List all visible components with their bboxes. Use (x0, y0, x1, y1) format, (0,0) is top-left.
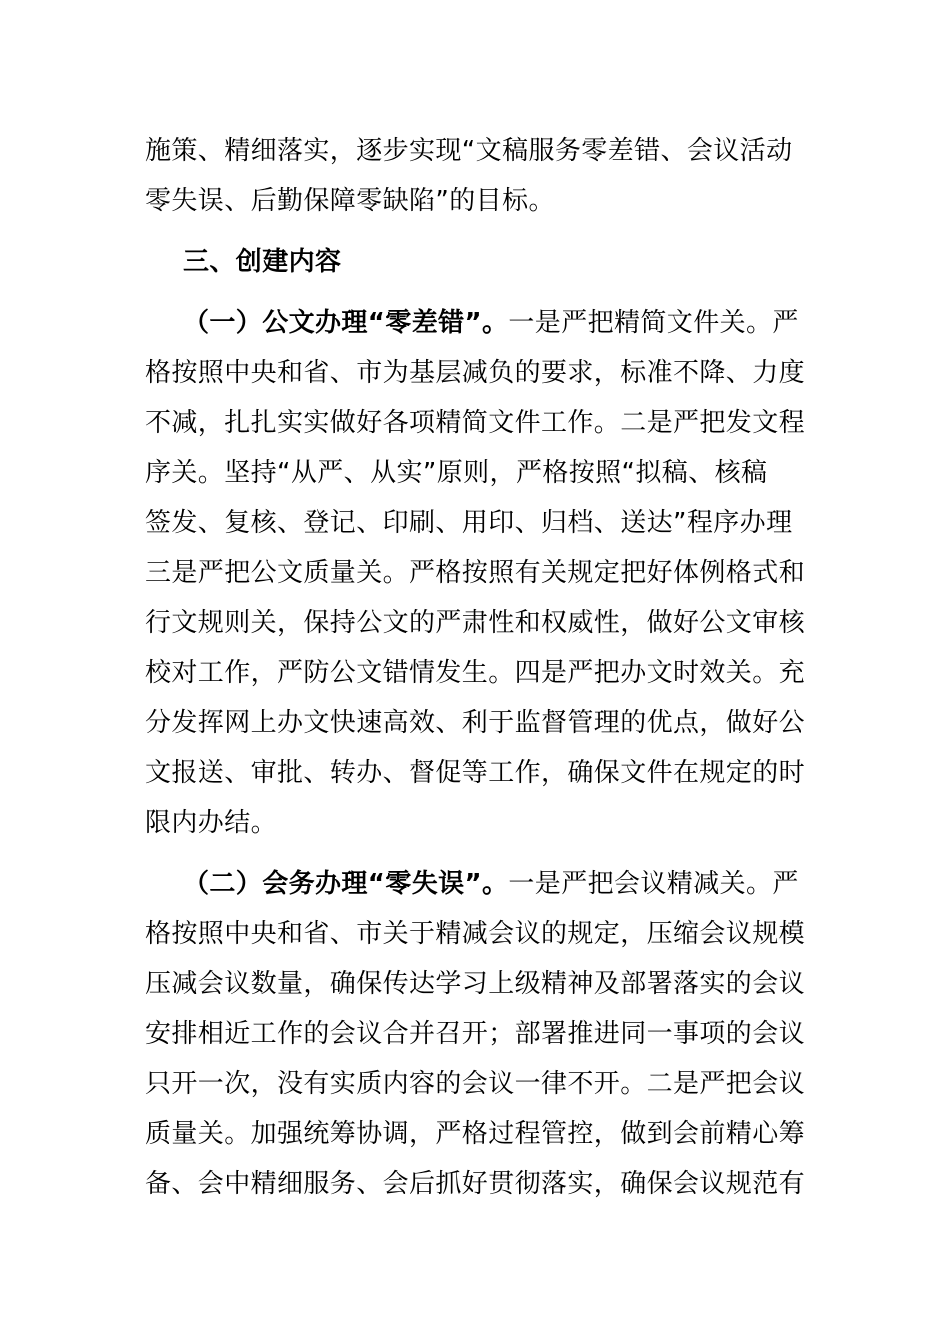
body-line: 三是严把公文质量关。严格按照有关规定把好体例格式和 (145, 558, 806, 588)
body-line: 施策、精细落实，逐步实现“文稿服务零差错、会议活动 (145, 136, 793, 166)
body-text: 一是严把会议精减关。严 (508, 869, 799, 899)
body-line: 序关。坚持“从严、从实”原则，严格按照“拟稿、核稿 (145, 458, 768, 488)
body-line: 安排相近工作的会议合并召开；部署推进同一事项的会议 (145, 1019, 806, 1049)
body-line: 质量关。加强统筹协调，严格过程管控，做到会前精心筹 (145, 1119, 806, 1149)
body-line: 签发、复核、登记、印刷、用印、归档、送达”程序办理 (145, 508, 793, 538)
body-text: 一是严把精简文件关。严 (508, 308, 799, 338)
body-line: 备、会中精细服务、会后抓好贯彻落实，确保会议规范有 (145, 1169, 806, 1199)
body-line: 行文规则关，保持公文的严肃性和权威性，做好公文审核 (145, 608, 806, 638)
body-line: 零失误、后勤保障零缺陷”的目标。 (145, 186, 555, 216)
body-line: 压减会议数量，确保传达学习上级精神及部署落实的会议 (145, 969, 806, 999)
body-line: 不减，扎扎实实做好各项精简文件工作。二是严把发文程 (145, 408, 806, 438)
subsection-heading: （一）公文办理“零差错”。 (183, 308, 509, 338)
body-line: 文报送、审批、转办、督促等工作，确保文件在规定的时 (145, 758, 806, 788)
subsection-heading: （二）会务办理“零失误”。 (183, 869, 509, 899)
paragraph-first-line (183, 867, 853, 901)
body-line: 校对工作，严防公文错情发生。四是严把办文时效关。充 (145, 658, 806, 688)
body-line: 格按照中央和省、市关于精减会议的规定，压缩会议规模 (145, 919, 806, 949)
paragraph-first-line (183, 306, 853, 340)
body-line: 只开一次，没有实质内容的会议一律不开。二是严把会议 (145, 1069, 806, 1099)
body-line: 分发挥网上办文快速高效、利于监督管理的优点，做好公 (145, 708, 806, 738)
body-line: 限内办结。 (145, 808, 278, 838)
body-line: 格按照中央和省、市为基层减负的要求，标准不降、力度 (145, 358, 806, 388)
section-heading: 三、创建内容 (183, 247, 342, 277)
